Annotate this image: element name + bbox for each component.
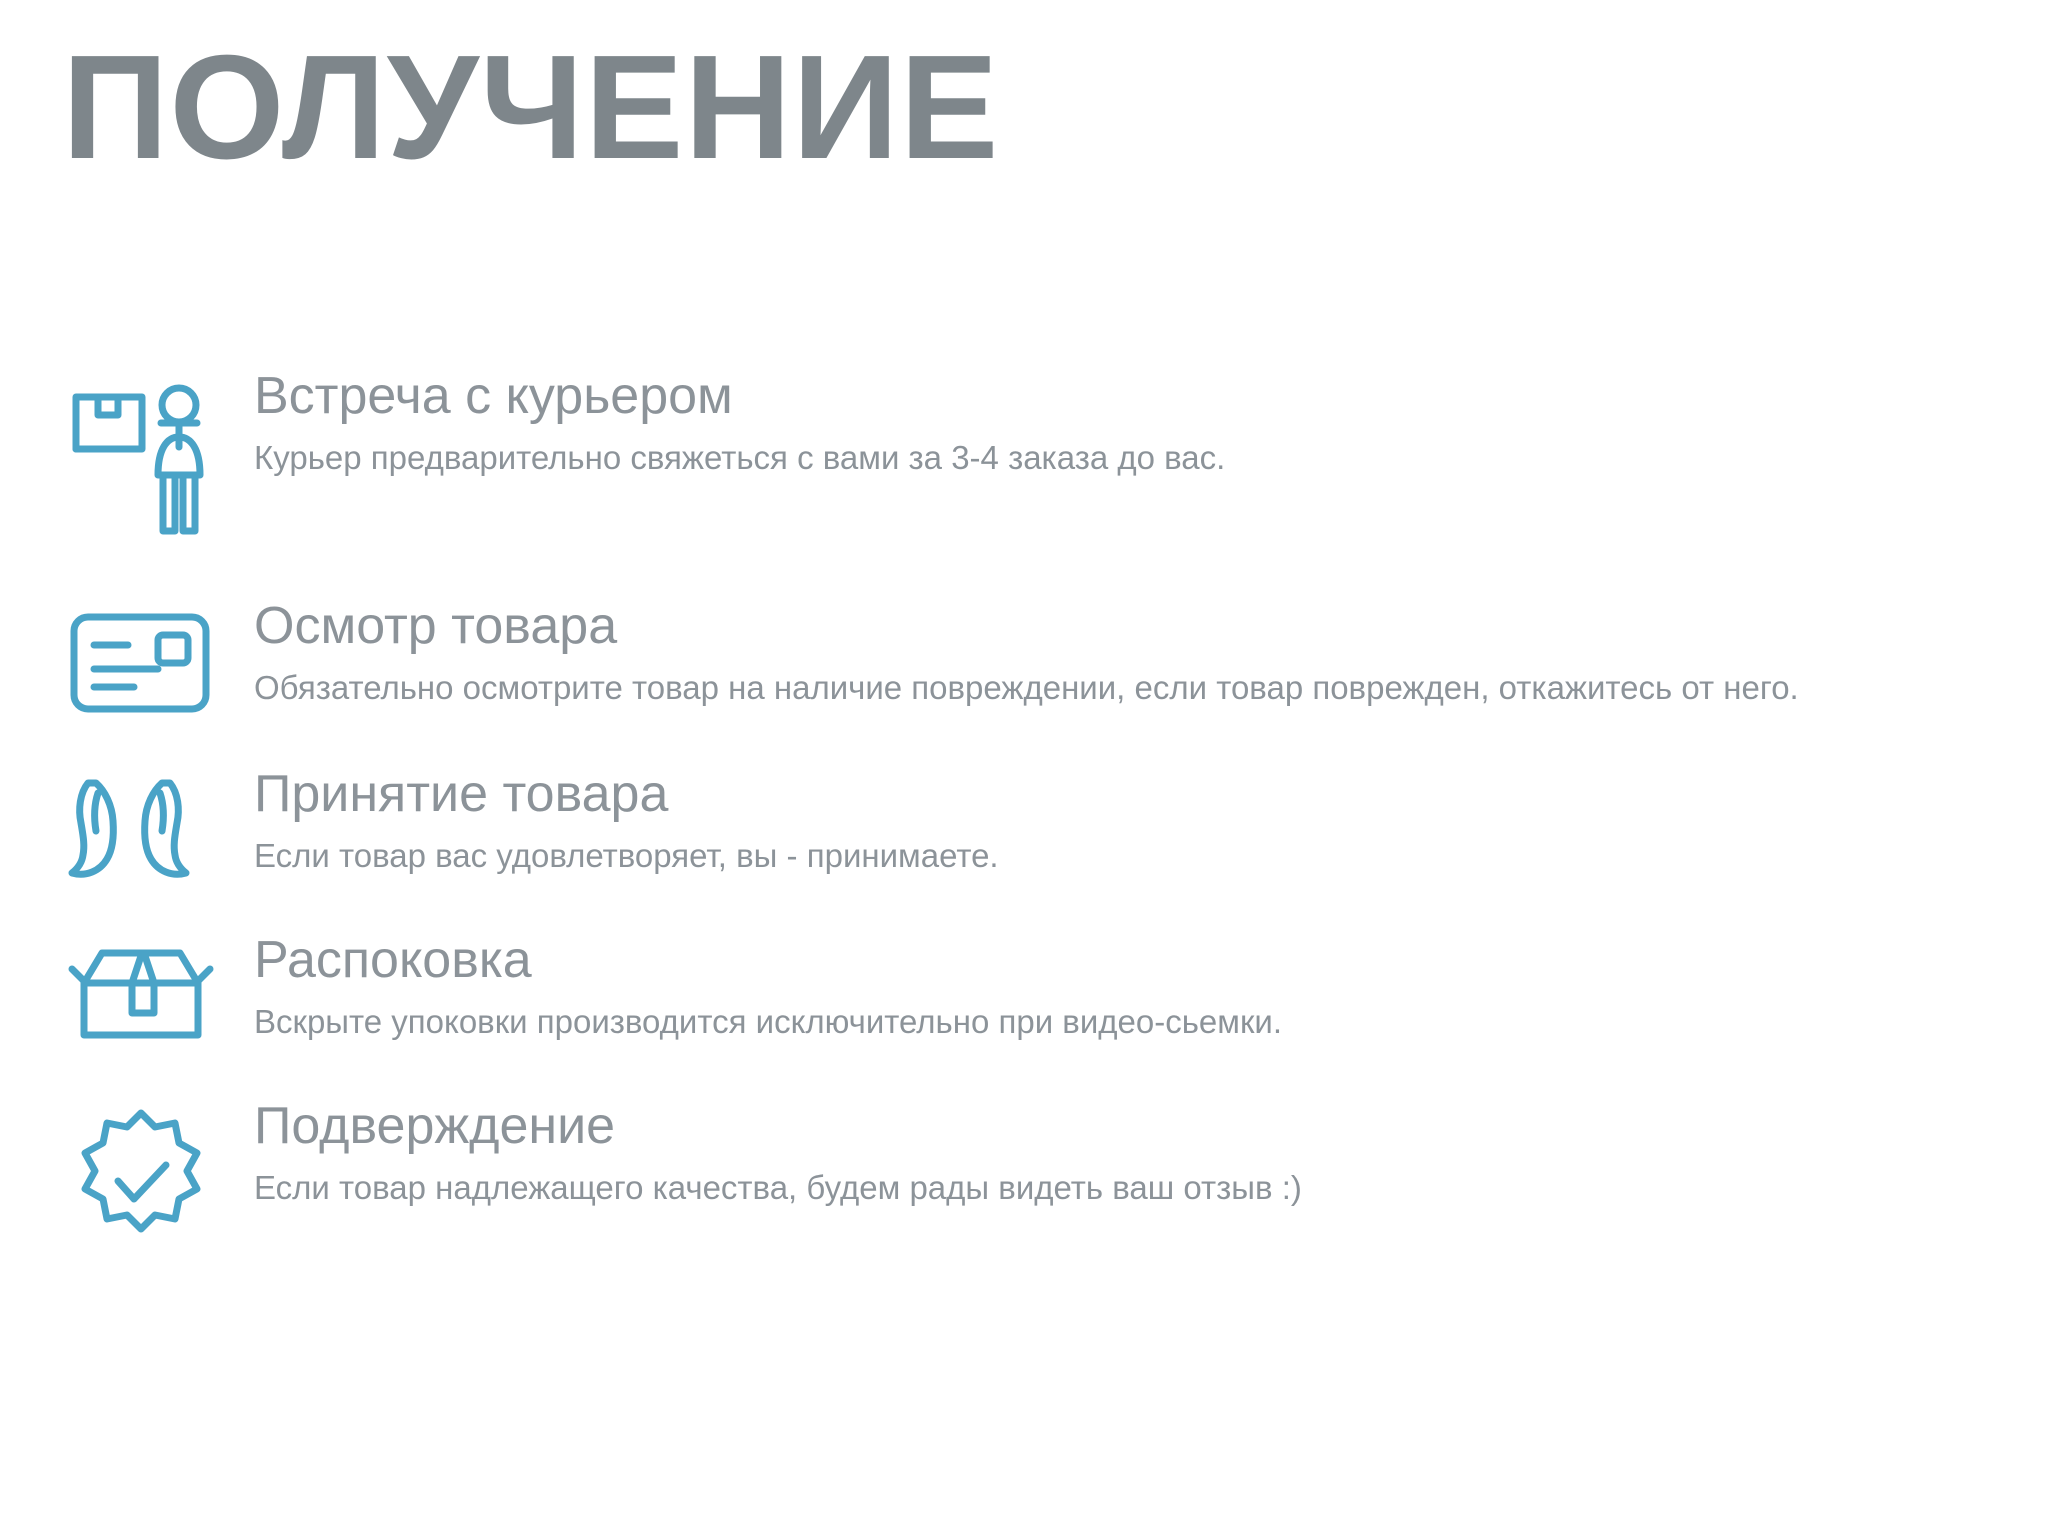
list-item-title: Принятие товара: [254, 765, 669, 824]
badge-check-icon: [58, 1097, 254, 1255]
list-item-title: Распоковка: [254, 931, 532, 990]
list-item-description: Обязательно осмотрите товар на наличие повреждении, если товар поврежден, откажитесь от него.: [254, 668, 1799, 706]
list-item: [58, 765, 2048, 883]
list-item-title: Осмотр товара: [254, 597, 618, 656]
list-item-description: Вскрыте упоковки производится исключительно при видео-сьемки.: [254, 1002, 1282, 1040]
courier-delivery-icon: [58, 367, 254, 545]
list-item-body: [254, 931, 1282, 1043]
list-item-title: Встреча с курьером: [254, 367, 733, 426]
open-hands-icon: [58, 765, 254, 883]
steps-list: [58, 367, 2048, 1255]
list-item-body: [254, 367, 1225, 479]
list-item-title: Подверждение: [254, 1097, 616, 1156]
list-item-body: [254, 765, 999, 877]
open-box-icon: [58, 931, 254, 1049]
list-item-description: Если товар вас удовлетворяет, вы - принимаете.: [254, 836, 999, 874]
list-item: [58, 597, 2048, 725]
list-item-body: [254, 1097, 1302, 1209]
list-item: [58, 367, 2048, 545]
package-label-icon: [58, 597, 254, 725]
page-title: ПОЛУЧЕНИЕ: [62, 25, 1000, 190]
list-item: [58, 931, 2048, 1049]
list-item-description: Курьер предварительно свяжеться с вами за 3-4 заказа до вас.: [254, 438, 1226, 476]
list-item-description: Если товар надлежащего качества, будем рады видеть ваш отзыв :): [254, 1168, 1302, 1206]
list-item-body: [254, 597, 1799, 709]
list-item: [58, 1097, 2048, 1255]
